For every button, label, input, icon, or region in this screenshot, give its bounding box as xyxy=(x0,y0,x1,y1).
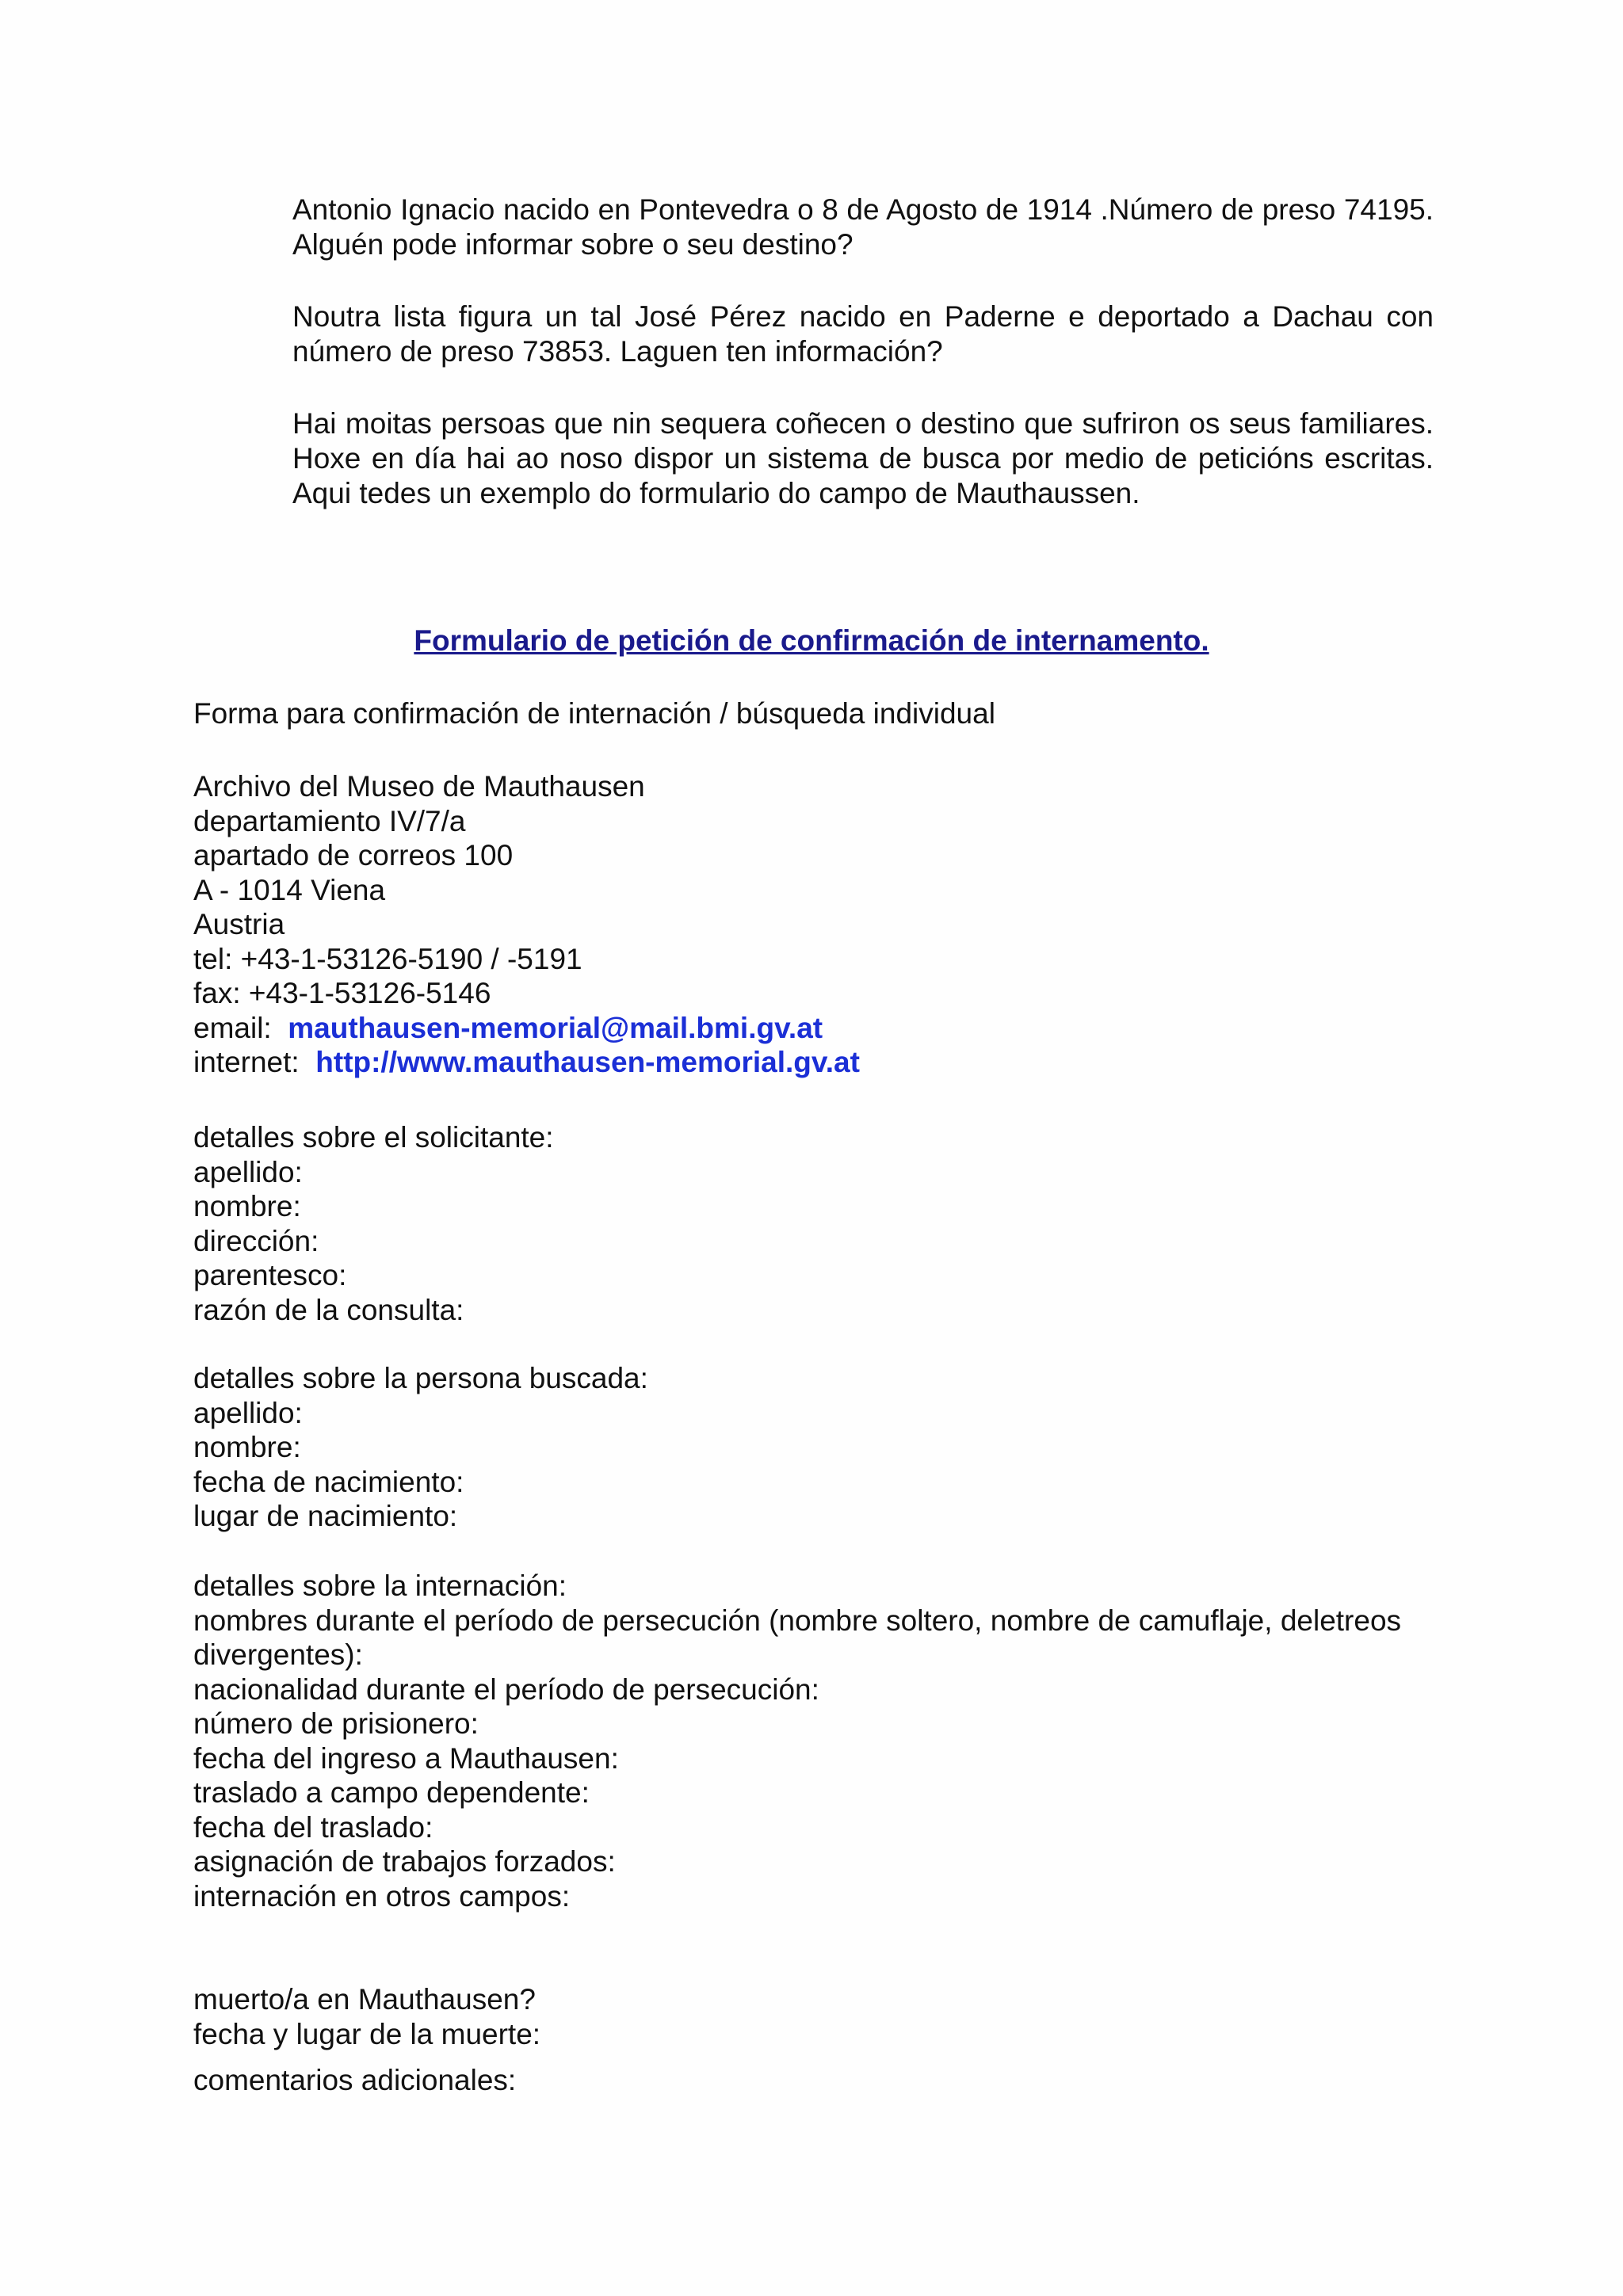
death-section xyxy=(193,1982,1438,2051)
applicant-field-surname: apellido: xyxy=(193,1155,303,1188)
applicant-field-reason: razón de la consulta: xyxy=(193,1293,464,1326)
internment-field-entry-date: fecha del ingreso a Mauthausen: xyxy=(193,1741,619,1775)
applicant-field-name: nombre: xyxy=(193,1190,301,1222)
address-line-1: Archivo del Museo de Mauthausen xyxy=(193,770,645,803)
address-fax: fax: +43-1-53126-5146 xyxy=(193,977,491,1009)
death-field-died: muerto/a en Mauthausen? xyxy=(193,1983,536,2016)
address-email-row xyxy=(193,1011,1438,1046)
address-internet-row xyxy=(193,1045,1438,1080)
internment-field-transfer-camp: traslado a campo dependente: xyxy=(193,1776,590,1809)
death-field-date-place: fecha y lugar de la muerte: xyxy=(193,2017,541,2050)
comments-section xyxy=(193,2063,1438,2098)
internment-field-forced-labor: asignación de trabajos forzados: xyxy=(193,1845,616,1878)
internet-link[interactable]: http://www.mauthausen-memorial.gv.at xyxy=(315,1046,860,1078)
address-phone: tel: +43-1-53126-5190 / -5191 xyxy=(193,942,582,975)
address-line-2: departamiento IV/7/a xyxy=(193,804,466,837)
internment-heading: detalles sobre la internación: xyxy=(193,1569,567,1602)
internment-field-other-camps: internación en otros campos: xyxy=(193,1879,571,1913)
address-line-4: A - 1014 Viena xyxy=(193,873,386,906)
applicant-field-relationship: parentesco: xyxy=(193,1259,347,1291)
sought-field-surname: apellido: xyxy=(193,1396,303,1429)
intro-section xyxy=(292,193,1434,548)
internment-field-transfer-date: fecha del traslado: xyxy=(193,1810,433,1844)
internment-section xyxy=(193,1569,1438,1913)
applicant-heading: detalles sobre el solicitante: xyxy=(193,1121,554,1154)
intro-paragraph-3: Hai moitas persoas que nin sequera coñecen o destino que sufriron os seus familiares. Hoxe en día hai ao noso dispor un sistema de busca por medio de peticións escritas. Aqui tedes un exemplo do formulario do campo de Mauthaussen. xyxy=(292,407,1434,509)
internet-label: internet: xyxy=(193,1046,300,1078)
intro-paragraph-1: Antonio Ignacio nacido en Pontevedra o 8 de Agosto de 1914 .Número de preso 74195. Alguén pode informar sobre o seu destino? xyxy=(292,193,1434,261)
address-line-3: apartado de correos 100 xyxy=(193,839,514,871)
sought-field-birth-place: lugar de nacimiento: xyxy=(193,1500,458,1532)
sought-field-name: nombre: xyxy=(193,1431,301,1463)
form-title: Formulario de petición de confirmación de internamento. xyxy=(414,624,1209,657)
applicant-field-address: dirección: xyxy=(193,1224,319,1257)
comments-label: comentarios adicionales: xyxy=(193,2064,517,2096)
applicant-section xyxy=(193,1120,1438,1327)
intro-paragraph-2: Noutra lista figura un tal José Pérez nacido en Paderne e deportado a Dachau con número de preso 73853. Laguen ten información? xyxy=(292,300,1434,368)
sought-field-birth-date: fecha de nacimiento: xyxy=(193,1465,464,1498)
internment-field-prisoner-number: número de prisionero: xyxy=(193,1707,479,1740)
form-subtitle: Forma para confirmación de internación / búsqueda individual xyxy=(193,697,995,730)
email-label: email: xyxy=(193,1011,272,1044)
internment-field-names: nombres durante el período de persecución (nombre soltero, nombre de camuflaje, deletreos divergentes): xyxy=(193,1604,1402,1671)
sought-person-section xyxy=(193,1361,1438,1534)
address-block xyxy=(193,769,1438,1080)
address-line-5: Austria xyxy=(193,908,285,940)
email-link[interactable]: mauthausen-memorial@mail.bmi.gv.at xyxy=(288,1011,823,1044)
internment-field-nationality: nacionalidad durante el período de persecución: xyxy=(193,1672,819,1706)
form-subtitle-section xyxy=(193,696,1438,731)
sought-person-heading: detalles sobre la persona buscada: xyxy=(193,1362,648,1394)
